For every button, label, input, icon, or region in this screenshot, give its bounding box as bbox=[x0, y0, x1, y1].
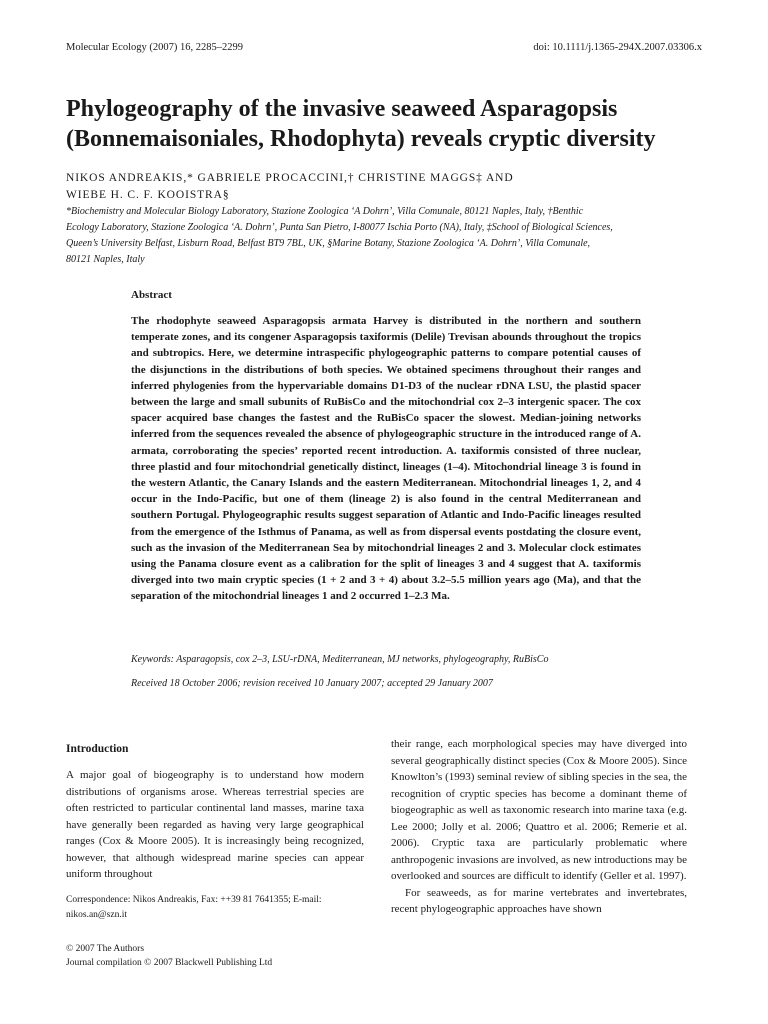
author-list bbox=[66, 170, 706, 203]
copyright-notice bbox=[66, 942, 386, 970]
affiliations bbox=[66, 204, 706, 268]
abstract-heading: Abstract bbox=[131, 289, 172, 301]
article-title bbox=[66, 94, 706, 154]
copyright-line-2: Journal compilation © 2007 Blackwell Publishing Ltd bbox=[66, 958, 273, 968]
running-header bbox=[66, 42, 702, 58]
introduction-paragraph: their range, each morphological species may have diverged into several geographically distinct species (Cox & Moore 2005). Since Knowlton’s (1993) seminal review of sibling species in the sea, the recognition of cryptic species has become a dominant theme of biogeographic as well as taxonomic research into marine taxa (e.g. Lee 2000; Jolly et al. 2006; Quattro et al. 2006; Remerie et al. 2006). Cryptic taxa are particularly problematic where anthropogenic invasions are involved, as new introductions may be overlooked and sources are difficult to identify (Geller et al. 1997). bbox=[391, 738, 688, 882]
introduction-paragraph-left: A major goal of biogeography is to understand how modern distributions of organisms arose. Whereas terrestrial species are often restricted to particular continental land masses, marine taxa have generally been regarded as having very large geographical ranges (Cox & Moore 2005). It is increasingly being recognized, however, that although widespread marine species can appear uniform throughout bbox=[66, 769, 364, 880]
authors-line-2: WIEBE H. C. F. KOOISTRA§ bbox=[66, 188, 230, 201]
abstract-text: The rhodophyte seaweed Asparagopsis armata Harvey is distributed in the northern and southern temperate zones, and its congener Asparagopsis taxiformis (Delile) Trevisan abounds throughout the tropics and subtropics. Here, we determine intraspecific phylogeographic patterns to compare potential causes of the disjunctions in the distributions of both species. We obtained specimens throughout their ranges and inferred phylogenies from the hypervariable domains D1-D3 of the nuclear rDNA LSU, the plastid spacer between the large and small subunits of RuBisCo and the mitochondrial cox 2–3 intergenic spacer. The cox spacer acquired base changes the fastest and the RuBisCo spacer the slowest. Median-joining networks inferred from the sequences revealed the absence of phylogeographic structure in the introduced range of A. armata, corroborating the species’ reported recent introduction. A. taxiformis consisted of three nuclear, three plastid and four mitochondrial genetically distinct, lineages (1–4). Mitochondrial lineage 3 is found in the western Atlantic, the Canary Islands and the eastern Mediterranean. Mitochondrial lineages 1, 2, and 4 occur in the Indo-Pacific, but one of them (lineage 2) is also found in the central Mediterranean and southern Portugal. Phylogeographic results suggest separation of Atlantic and Indo-Pacific lineages resulted from the emergence of the Isthmus of Panama, as well as from dispersal events postdating the closure event, such as the invasion of the Mediterranean Sea by mitochondrial lineages 2 and 3. Molecular clock estimates using the Panama closure event as a calibration for the split of lineages 3 and 4 suggest that A. taxiformis diverged into two main cryptic species (1 + 2 and 3 + 4) about 3.2–5.5 million years ago (Ma), and that the separation of the mitochondrial lineages 1 and 2 occurred 1–2.3 Ma. bbox=[131, 315, 641, 603]
copyright-line-1: © 2007 The Authors bbox=[66, 944, 145, 954]
authors-line-1: NIKOS ANDREAKIS,* GABRIELE PROCACCINI,† CHRISTINE MAGGS‡ AND bbox=[66, 172, 514, 184]
introduction-heading: Introduction bbox=[66, 743, 129, 755]
journal-citation: Molecular Ecology (2007) 16, 2285–2299 bbox=[66, 42, 244, 53]
introduction-paragraph: For seaweeds, as for marine vertebrates and invertebrates, recent phylogeographic approaches have shown bbox=[391, 886, 687, 915]
affiliation-line: Ecology Laboratory, Stazione Zoologica ‘A. Dohrn’, Punta San Pietro, I-80077 Ischia Porto (NA), Italy, ‡School of Biological Sciences, bbox=[66, 222, 613, 233]
affiliation-line: Queen’s University Belfast, Lisburn Road, Belfast BT9 7BL, UK, §Marine Botany, Stazione Zoologica ‘A. Dohrn’, Villa Comunale, bbox=[66, 238, 591, 249]
affiliation-line: *Biochemistry and Molecular Biology Laboratory, Stazione Zoologica ‘A Dohrn’, Villa Comunale, 80121 Naples, Italy, †Benthic bbox=[66, 206, 584, 217]
correspondence-note: Correspondence: Nikos Andreakis, Fax: ++39 81 7641355; E-mail: nikos.an@szn.it bbox=[66, 895, 322, 920]
keywords: Keywords: Asparagopsis, cox 2–3, LSU-rDNA, Mediterranean, MJ networks, phylogeography, RuBisCo bbox=[131, 654, 549, 665]
received-dates: Received 18 October 2006; revision received 10 January 2007; accepted 29 January 2007 bbox=[131, 678, 493, 689]
title-line-1: Phylogeography of the invasive seaweed Asparagopsis bbox=[66, 96, 618, 122]
doi: doi: 10.1111/j.1365-294X.2007.03306.x bbox=[533, 42, 702, 53]
affiliation-line: 80121 Naples, Italy bbox=[66, 254, 145, 265]
right-column bbox=[391, 736, 687, 918]
title-line-2: (Bonnemaisoniales, Rhodophyta) reveals cryptic diversity bbox=[66, 126, 656, 152]
